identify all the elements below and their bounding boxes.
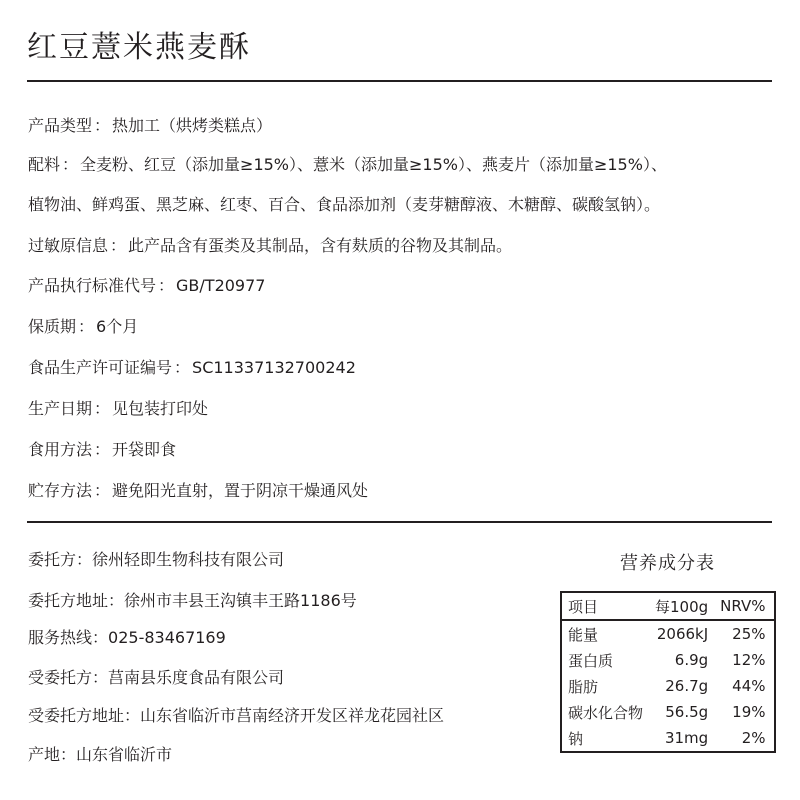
nutrition-title: 营养成分表 — [620, 553, 715, 574]
nutrient-nrv: 19% — [732, 703, 766, 721]
contact-value: 025-83467169 — [108, 628, 226, 647]
nutrient-name: 脂肪 — [568, 677, 599, 696]
contact-row-origin — [28, 745, 172, 765]
contact-separator: ： — [92, 668, 109, 687]
top-divider — [27, 80, 772, 82]
nutrition-table — [560, 591, 776, 753]
nutrition-header-item: 项目 — [561, 592, 649, 620]
contact-separator: ： — [60, 745, 77, 764]
info-label: 产品类型 — [28, 116, 93, 135]
info-separator: ： — [94, 440, 111, 459]
contact-separator: ： — [76, 550, 93, 569]
nutrition-row-energy — [561, 620, 775, 647]
info-separator: ： — [158, 276, 175, 295]
info-row-ingredients — [28, 155, 667, 175]
info-separator: ： — [94, 399, 111, 418]
info-label: 食用方法 — [28, 440, 93, 459]
info-value: 此产品含有蛋类及其制品，含有麸质的谷物及其制品。 — [128, 236, 513, 255]
info-separator: ： — [94, 116, 111, 135]
contact-label: 受委托方地址 — [28, 706, 125, 725]
info-label: 食品生产许可证编号 — [28, 358, 173, 377]
nutrition-row-carbohydrate — [561, 699, 775, 725]
info-value: 6个月 — [96, 317, 139, 336]
nutrient-amount: 6.9g — [674, 651, 709, 669]
info-row-allergen — [28, 236, 512, 256]
info-row-standard — [28, 276, 265, 296]
contact-row-hotline — [28, 628, 226, 648]
contact-row-client-address — [28, 591, 357, 611]
info-row-usage — [28, 440, 176, 460]
info-row-product-type — [28, 116, 272, 136]
nutrition-row-sodium — [561, 725, 775, 752]
nutrition-header-row — [561, 592, 775, 620]
contact-label: 产地 — [28, 745, 61, 764]
nutrient-name: 蛋白质 — [568, 651, 614, 670]
contact-label: 委托方 — [28, 550, 77, 569]
info-value: GB/T20977 — [176, 276, 266, 295]
contact-row-manufacturer-address — [28, 706, 444, 726]
contact-label: 服务热线 — [28, 628, 93, 647]
contact-value: 山东省临沂市 — [76, 745, 173, 764]
info-row-ingredients-continued — [28, 195, 660, 215]
info-value: 全麦粉、红豆（添加量≥15%）、薏米（添加量≥15%）、燕麦片（添加量≥15%）、 — [80, 155, 667, 174]
info-value: 植物油、鲜鸡蛋、黑芝麻、红枣、百合、食品添加剂（麦芽糖醇液、木糖醇、碳酸氢钠）。 — [28, 195, 661, 214]
info-label: 产品执行标准代号 — [28, 276, 157, 295]
info-label: 过敏原信息 — [28, 236, 109, 255]
info-value: 热加工（烘烤类糕点） — [112, 116, 273, 135]
nutrient-name: 能量 — [568, 625, 599, 644]
nutrient-name: 碳水化合物 — [568, 703, 644, 722]
contact-row-manufacturer — [28, 668, 284, 688]
contact-value: 徐州市丰县王沟镇丰王路1186号 — [124, 591, 357, 610]
info-label: 生产日期 — [28, 399, 93, 418]
nutrient-amount: 56.5g — [665, 703, 709, 721]
nutrient-nrv: 2% — [741, 729, 766, 747]
info-row-storage — [28, 481, 368, 501]
contact-value: 徐州轻即生物科技有限公司 — [92, 550, 285, 569]
info-separator: ： — [62, 155, 79, 174]
info-label: 贮存方法 — [28, 481, 93, 500]
info-separator: ： — [110, 236, 127, 255]
nutrient-nrv: 12% — [732, 651, 766, 669]
nutrient-amount: 31mg — [664, 729, 709, 747]
contact-label: 委托方地址 — [28, 591, 109, 610]
info-separator: ： — [78, 317, 95, 336]
middle-divider — [27, 521, 772, 523]
info-row-shelf-life — [28, 317, 138, 337]
contact-row-client — [28, 550, 284, 570]
nutrient-amount: 26.7g — [665, 677, 709, 695]
contact-separator: ： — [124, 706, 141, 725]
info-separator: ： — [94, 481, 111, 500]
info-value: 避免阳光直射，置于阴凉干燥通风处 — [112, 481, 369, 500]
info-separator: ： — [174, 358, 191, 377]
product-title: 红豆薏米燕麦酥 — [27, 30, 251, 65]
info-value: 开袋即食 — [112, 440, 177, 459]
nutrition-header-nrv: NRV% — [714, 592, 774, 620]
contact-value: 莒南县乐度食品有限公司 — [108, 668, 285, 687]
info-value: 见包装打印处 — [112, 399, 209, 418]
info-row-production-date — [28, 399, 208, 419]
contact-separator: ： — [92, 628, 109, 647]
nutrition-row-fat — [561, 673, 775, 699]
nutrition-header-per100g: 每100g — [649, 592, 714, 620]
info-label: 配料 — [28, 155, 61, 174]
nutrient-nrv: 25% — [732, 625, 766, 643]
nutrition-row-protein — [561, 647, 775, 673]
info-row-license — [28, 358, 356, 378]
nutrient-name: 钠 — [568, 729, 584, 748]
contact-label: 受委托方 — [28, 668, 93, 687]
contact-separator: ： — [108, 591, 125, 610]
info-value: SC11337132700242 — [192, 358, 356, 377]
nutrient-nrv: 44% — [732, 677, 766, 695]
nutrient-amount: 2066kJ — [656, 625, 709, 643]
contact-value: 山东省临沂市莒南经济开发区祥龙花园社区 — [140, 706, 445, 725]
info-label: 保质期 — [28, 317, 77, 336]
